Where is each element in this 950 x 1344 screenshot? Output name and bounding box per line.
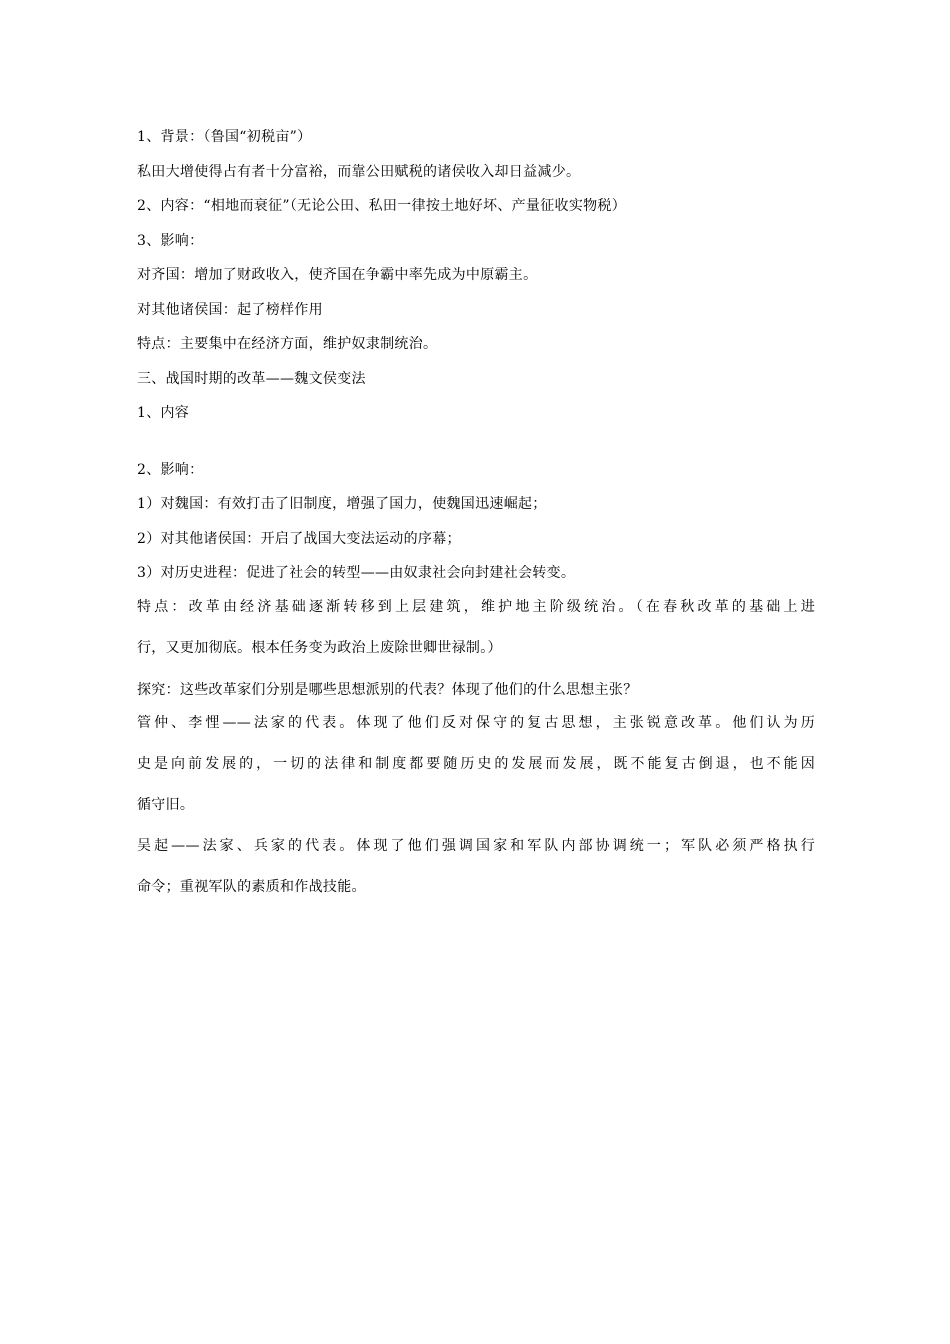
text-line-4: 3、影响： [137, 232, 204, 249]
section-heading: 三、战国时期的改革——魏文侯变法 [137, 370, 366, 387]
text-line-21: 命令；重视军队的素质和作战技能。 [137, 879, 366, 895]
text-line-1: 1、背景：（鲁国“初税亩”） [137, 129, 312, 145]
text-line-7: 特点：主要集中在经济方面，维护奴隶制统治。 [137, 336, 438, 352]
blank-space [137, 435, 815, 457]
text-line-15: 行，又更加彻底。根本任务变为政治上废除世卿世禄制。） [137, 639, 502, 656]
document-page [137, 124, 815, 916]
text-line-9: 1、内容 [137, 405, 190, 421]
text-line-2: 私田大增使得占有者十分富裕，而靠公田赋税的诸侯收入却日益减少。 [137, 163, 581, 180]
text-line-6: 对其他诸侯国：起了榜样作用 [137, 301, 323, 318]
text-line-3: 2、内容：“相地而衰征”（无论公田、私田一律按土地好坏、产量征收实物税） [137, 198, 627, 214]
text-line-18: 史是向前发展的，一切的法律和制度都要随历史的发展而发展，既不能复古倒退，也不能因 [137, 756, 815, 772]
text-line-17: 管仲、李悝——法家的代表。体现了他们反对保守的复古思想，主张锐意改革。他们认为历 [137, 715, 815, 731]
text-line-13: 3）对历史进程：促进了社会的转型——由奴隶社会向封建社会转变。 [137, 565, 576, 581]
text-line-19: 循守旧。 [137, 797, 195, 813]
text-line-5: 对齐国：增加了财政收入，使齐国在争霸中率先成为中原霸主。 [137, 267, 538, 283]
text-line-12: 2）对其他诸侯国：开启了战国大变法运动的序幕； [137, 530, 461, 547]
text-line-16: 探究：这些改革家们分别是哪些思想派别的代表？体现了他们的什么思想主张？ [137, 681, 638, 698]
text-line-20: 吴起——法家、兵家的代表。体现了他们强调国家和军队内部协调统一；军队必须严格执行 [137, 838, 815, 854]
text-line-14: 特点：改革由经济基础逐渐转移到上层建筑，维护地主阶级统治。（在春秋改革的基础上进 [137, 598, 815, 615]
text-line-10: 2、影响： [137, 461, 204, 478]
text-line-11: 1）对魏国：有效打击了旧制度，增强了国力，使魏国迅速崛起； [137, 496, 547, 512]
